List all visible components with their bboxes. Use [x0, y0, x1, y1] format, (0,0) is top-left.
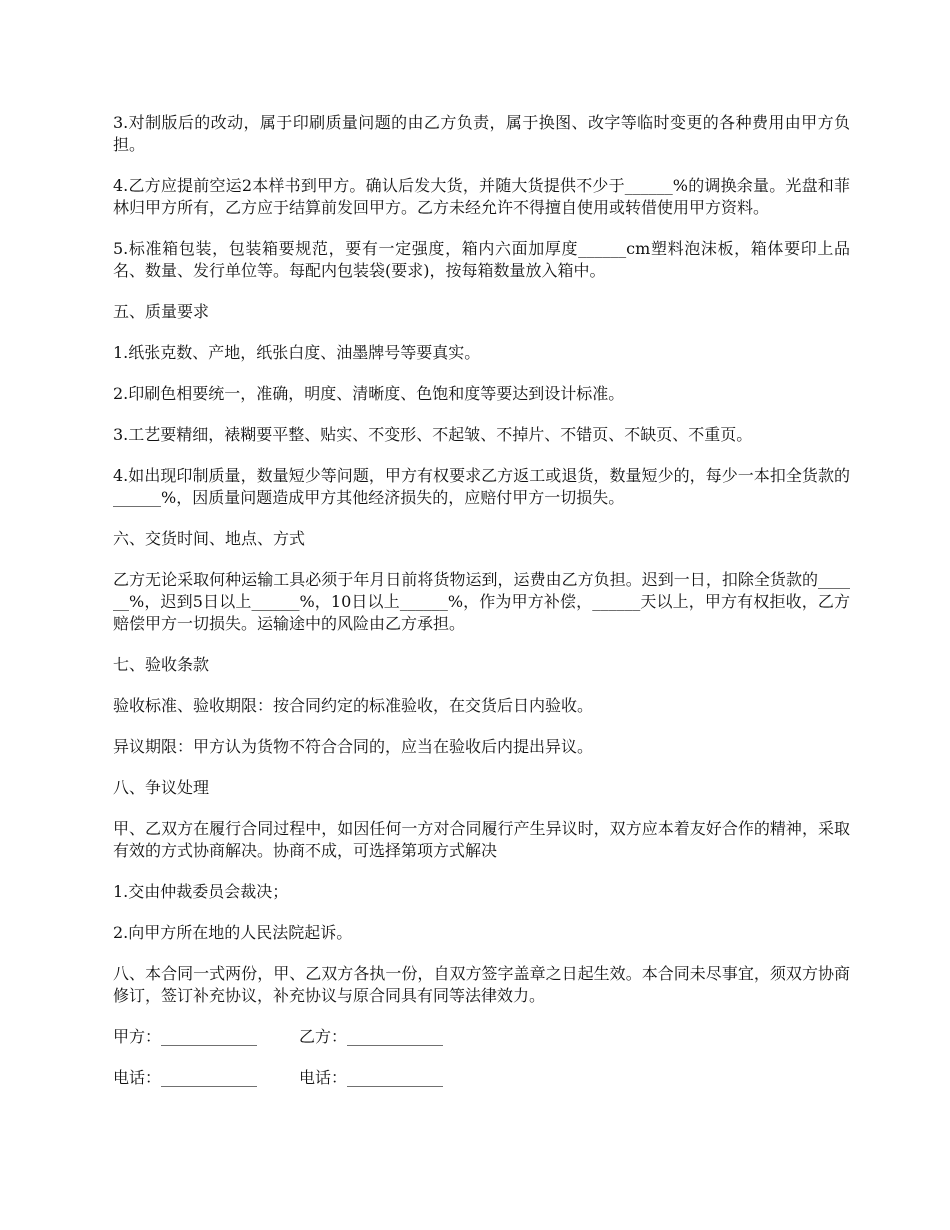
clause-5-packaging: 5.标准箱包装，包装箱要规范，要有一定强度，箱内六面加厚度______cm塑料泡沫板，箱体要印上品名、数量、发行单位等。每配内包装袋(要求)，按每箱数量放入箱中。 — [113, 239, 850, 280]
quality-item-3: 3.工艺要精细，裱糊要平整、贴实、不变形、不起皱、不掉片、不错页、不缺页、不重页。 — [113, 425, 753, 444]
dispute-option-2: 2.向甲方所在地的人民法院起诉。 — [113, 923, 353, 942]
section-heading-delivery: 六、交货时间、地点、方式 — [113, 529, 306, 548]
party-b-signature: 乙方：____________ — [299, 1027, 444, 1046]
signature-row — [113, 1026, 850, 1048]
section-heading-acceptance: 七、验收条款 — [113, 655, 210, 674]
quality-item-4: 4.如出现印制质量，数量短少等问题，甲方有权要求乙方返工或退货，数量短少的，每少一本扣全货款的______%，因质量问题造成甲方其他经济损失的，应赔付甲方一切损失。 — [113, 466, 850, 507]
quality-item-1: 1.纸张克数、产地，纸张白度、油墨牌号等要真实。 — [113, 343, 481, 362]
quality-item-2: 2.印刷色相要统一，准确，明度、清晰度、色饱和度等要达到设计标准。 — [113, 384, 625, 403]
clause-4-sample-books: 4.乙方应提前空运2本样书到甲方。确认后发大货，并随大货提供不少于______%的调换余量。光盘和菲林归甲方所有，乙方应于结算前发回甲方。乙方未经允许不得擅自使用或转借使用甲方资料。 — [113, 176, 850, 217]
party-b-phone: 电话：____________ — [299, 1068, 444, 1087]
effectiveness-clause: 八、本合同一式两份，甲、乙双方各执一份，自双方签字盖章之日起生效。本合同未尽事宜，须双方协商修订，签订补充协议，补充协议与原合同具有同等法律效力。 — [113, 964, 850, 1005]
contract-page — [113, 112, 850, 1108]
acceptance-standard: 验收标准、验收期限：按合同约定的标准验收，在交货后日内验收。 — [113, 696, 594, 715]
section-heading-quality: 五、质量要求 — [113, 302, 210, 321]
objection-period: 异议期限：甲方认为货物不符合合同的，应当在验收后内提出异议。 — [113, 737, 594, 756]
section-heading-dispute: 八、争议处理 — [113, 778, 210, 797]
party-a-signature: 甲方：____________ — [113, 1027, 258, 1046]
dispute-terms: 甲、乙双方在履行合同过程中，如因任何一方对合同履行产生异议时，双方应本着友好合作的精神，采取有效的方式协商解决。协商不成，可选择第项方式解决 — [113, 819, 850, 860]
phone-row — [113, 1067, 850, 1089]
clause-3-plate-changes: 3.对制版后的改动，属于印刷质量问题的由乙方负责，属于换图、改字等临时变更的各种费用由甲方负担。 — [113, 113, 850, 154]
party-a-phone: 电话：____________ — [113, 1068, 258, 1087]
dispute-option-1: 1.交由仲裁委员会裁决； — [113, 882, 289, 901]
delivery-terms: 乙方无论采取何种运输工具必须于年月日前将货物运到，运费由乙方负担。迟到一日，扣除全货款的______%，迟到5日以上______%，10日以上______%，作为甲方补偿，______天以上，甲方有权拒收，乙方赔偿甲方一切损失。运输途中的风险由乙方承担。 — [113, 570, 850, 633]
